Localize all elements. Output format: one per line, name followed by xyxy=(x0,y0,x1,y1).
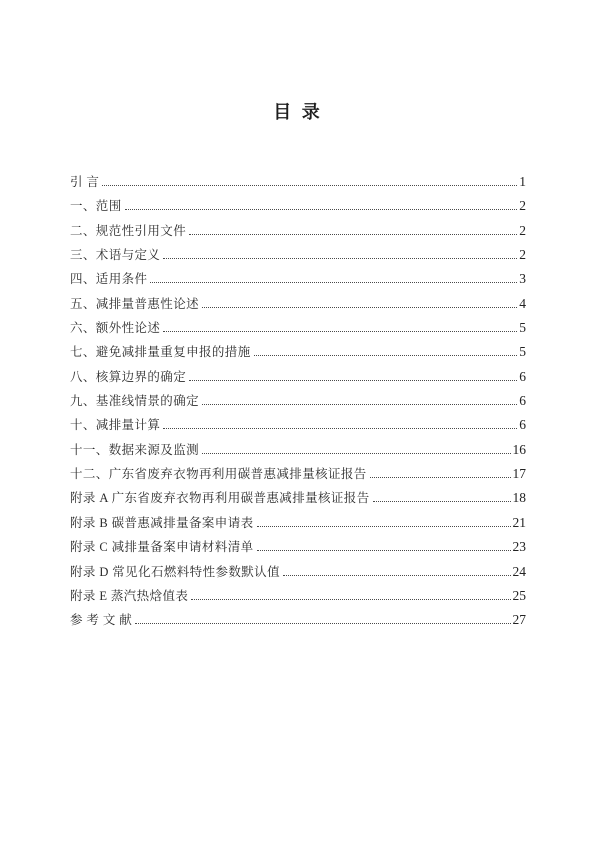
toc-entry-label: 附录 D 常见化石燃料特性参数默认值 xyxy=(70,564,280,579)
dot-leader xyxy=(189,380,517,381)
toc-entry-label: 八、核算边界的确定 xyxy=(70,369,187,384)
toc-entry-label: 附录 B 碳普惠减排量备案申请表 xyxy=(70,515,254,530)
toc-entry[interactable] xyxy=(70,511,526,535)
toc-entry-page: 2 xyxy=(519,222,526,238)
dot-leader xyxy=(257,526,511,527)
dot-leader xyxy=(202,307,517,308)
toc-entry[interactable] xyxy=(70,267,526,291)
toc-entry-page: 5 xyxy=(519,320,526,336)
toc-entry[interactable] xyxy=(70,608,526,632)
dot-leader xyxy=(191,599,510,600)
toc-entry[interactable] xyxy=(70,292,526,316)
toc-entry-label: 二、规范性引用文件 xyxy=(70,223,187,238)
toc-entry[interactable] xyxy=(70,170,526,194)
dot-leader xyxy=(202,404,517,405)
toc-entry-label: 附录 E 蒸汽热焓值表 xyxy=(70,588,189,603)
dot-leader xyxy=(283,575,511,576)
toc-entry-page: 4 xyxy=(519,295,526,311)
toc-entry[interactable] xyxy=(70,219,526,243)
dot-leader xyxy=(102,185,517,186)
toc-entry-label: 十、减排量计算 xyxy=(70,418,161,433)
toc-entry-page: 25 xyxy=(512,587,526,603)
toc-entry[interactable] xyxy=(70,560,526,584)
toc-entry-label: 十一、数据来源及监测 xyxy=(70,442,200,457)
page-title: 目 录 xyxy=(273,102,323,122)
toc-entry-page: 6 xyxy=(519,393,526,409)
toc-entry-label: 十二、广东省废弃衣物再利用碳普惠减排量核证报告 xyxy=(70,467,367,482)
dot-leader xyxy=(202,453,510,454)
toc-entry-page: 23 xyxy=(512,539,526,555)
toc-entry[interactable] xyxy=(70,486,526,510)
toc-entry-page: 24 xyxy=(512,563,526,579)
toc-entry-page: 6 xyxy=(519,368,526,384)
toc-entry-page: 5 xyxy=(519,344,526,360)
dot-leader xyxy=(373,501,511,502)
toc-entry[interactable] xyxy=(70,413,526,437)
toc-entry-label: 六、额外性论述 xyxy=(70,321,161,336)
toc-entry-label: 附录 A 广东省废弃衣物再利用碳普惠减排量核证报告 xyxy=(70,491,370,506)
toc-entry-label: 三、术语与定义 xyxy=(70,248,161,263)
toc-entry-page: 17 xyxy=(512,466,526,482)
toc-entry-page: 18 xyxy=(512,490,526,506)
toc-entry[interactable] xyxy=(70,243,526,267)
dot-leader xyxy=(257,550,511,551)
toc-entry[interactable] xyxy=(70,438,526,462)
toc-entry-page: 27 xyxy=(512,612,526,628)
dot-leader xyxy=(163,258,517,259)
toc-entry-page: 16 xyxy=(512,441,526,457)
toc-entry[interactable] xyxy=(70,365,526,389)
dot-leader xyxy=(370,477,511,478)
toc-entry-label: 引 言 xyxy=(70,175,100,189)
toc-entry-page: 1 xyxy=(519,174,526,189)
toc-entry-page: 2 xyxy=(519,247,526,263)
toc-entry[interactable] xyxy=(70,584,526,608)
dot-leader xyxy=(125,209,518,210)
toc-entry-page: 21 xyxy=(512,514,526,530)
toc-entry-page: 2 xyxy=(519,198,526,214)
dot-leader xyxy=(254,355,518,356)
toc-entry-label: 五、减排量普惠性论述 xyxy=(70,296,200,311)
dot-leader xyxy=(150,282,517,283)
toc-list xyxy=(70,170,526,633)
toc-entry-label: 七、避免减排量重复申报的措施 xyxy=(70,345,251,360)
toc-entry-label: 附录 C 减排量备案申请材料清单 xyxy=(70,540,254,555)
toc-entry[interactable] xyxy=(70,340,526,364)
toc-entry-page: 3 xyxy=(519,271,526,287)
dot-leader xyxy=(163,331,517,332)
dot-leader xyxy=(163,428,517,429)
toc-entry[interactable] xyxy=(70,535,526,559)
dot-leader xyxy=(189,234,517,235)
toc-entry[interactable] xyxy=(70,194,526,218)
dot-leader xyxy=(135,623,510,624)
toc-entry-label: 九、基准线情景的确定 xyxy=(70,394,200,409)
toc-entry[interactable] xyxy=(70,389,526,413)
toc-entry[interactable] xyxy=(70,316,526,340)
toc-entry-label: 一、范围 xyxy=(70,199,122,214)
toc-entry-page: 6 xyxy=(519,417,526,433)
toc-entry[interactable] xyxy=(70,462,526,486)
toc-entry-label: 四、适用条件 xyxy=(70,272,148,287)
toc-entry-label: 参 考 文 献 xyxy=(70,613,133,628)
